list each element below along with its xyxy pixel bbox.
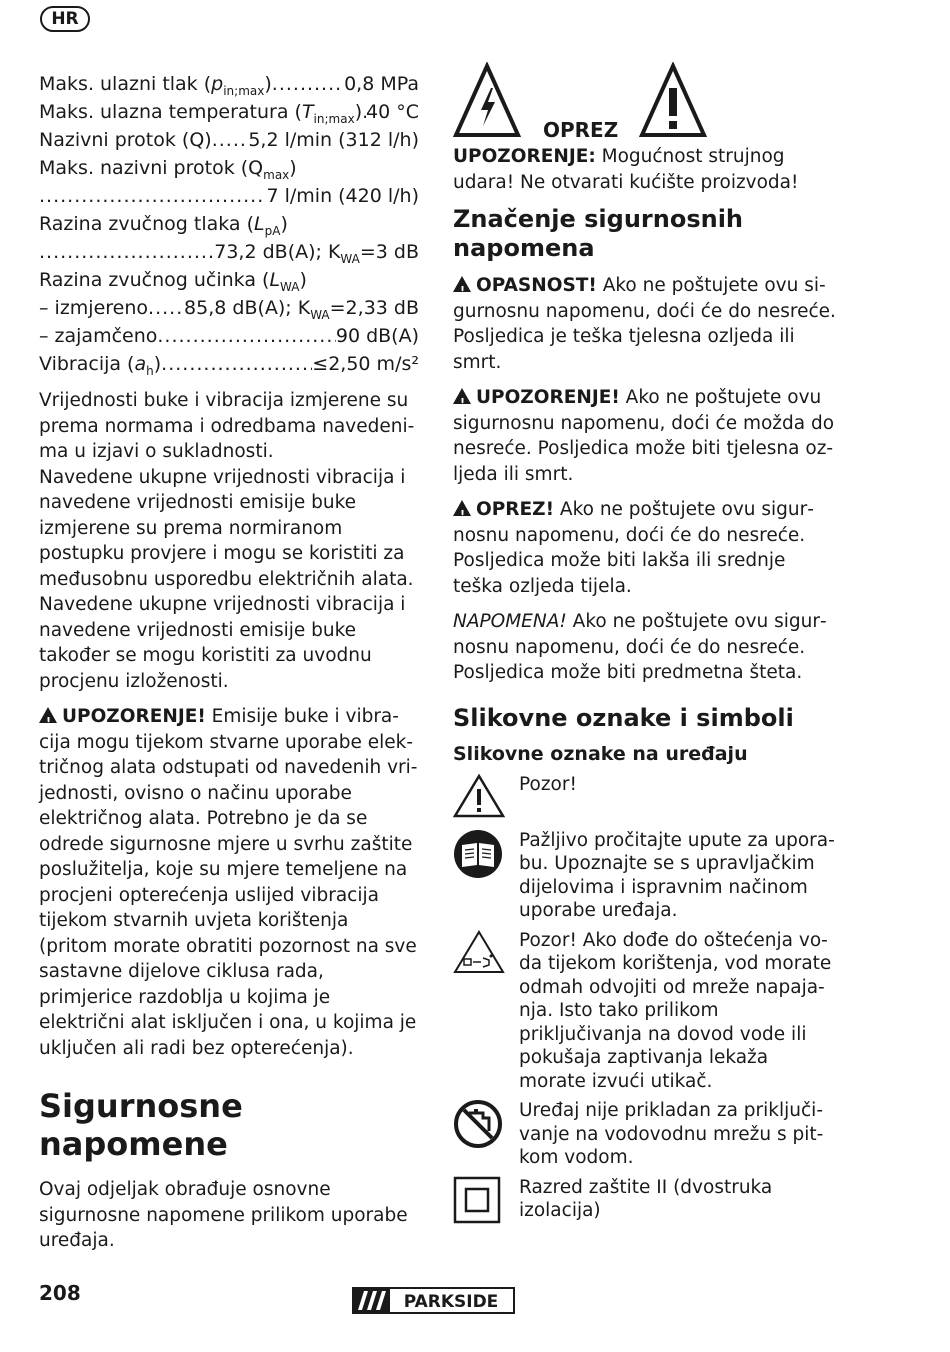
spec-value: 40 °C [366,101,419,123]
symbol-description: Pozor! Ako dođe do oštećenja voda tijekom korištenja, vod morate odmah odvojiti od mreže napajanja. Isto tako prilikom priključivanja na dovod vode ili pokušaja zaptivanja lekaža morate izvući utikač. [519,929,832,1092]
svg-text:PARKSIDE: PARKSIDE [403,1292,499,1312]
spec-leader-dots [212,126,249,154]
warning-triangle-icon [453,276,471,292]
spec-row [39,350,419,378]
spec-value: 5,2 l/min (312 l/h) [248,129,419,151]
symbol-row [453,829,838,923]
spec-label: – izmjereno [39,297,149,319]
spec-leader-dots [39,238,214,266]
noise-vibration-paragraph: Vrijednosti buke i vibracija izmjerene su prema normama i odredbama navedenima u izjavi o sukladnosti. [39,390,415,462]
spec-leader-dots [272,70,344,98]
spec-leader-dots [157,322,335,350]
spec-label: Razina zvučnog tlaka $(L_{pA})$ [39,213,288,238]
caution-title: OPREZ [543,118,619,142]
spec-label: Vibracija $(a_h)$ [39,353,162,378]
vibration-warning: !UPOZORENJE! Emisije buke i vibracija mogu tijekom stvarne uporabe električnog alata odstupati od navedenih vrijednosti, ovisno o načinu uporabe električnog alata. Potrebno je da se odrede sigurnosne mjere u svrhu zaštite poslužitelja, koje su mjere temeljene na procjeni opterećenja uslijed vibracija tijekom stvarnih uvjeta korištenja (pritom morate obratiti pozornost na sve sastavne dijelove ciklusa rada, primjerice razdoblja u kojima je električni alat isključen i ona, u kojima je uključen ali radi bez opterećenja). [39,704,419,1061]
warning-triangle-icon [39,707,57,723]
protection-class-ii-icon [453,1176,505,1226]
unplug-warning-icon [453,929,505,979]
spec-row [39,154,419,182]
high-voltage-icon [453,62,521,138]
symbol-row [453,773,838,823]
spec-value: 90 dB(A) [335,325,419,347]
spec-row [39,322,419,350]
symbol-row [453,929,838,1094]
symbol-description: Razred zaštite II (dvostruka izolacija) [519,1176,773,1221]
read-manual-icon [453,829,505,879]
note-napomena: NAPOMENA! Ako ne poštujete ovu sigurnosnu napomenu, doći će do nesreće. Posljedica može biti predmetna šteta. [453,611,827,683]
spec-row [39,210,419,238]
spec-label: Nazivni protok (Q) [39,129,212,151]
spec-row [39,238,419,266]
device-symbols-heading: Slikovne oznake na uređaju [453,742,748,765]
section-heading: Sigurnosne napomene [39,1087,243,1163]
warning-triangle-icon [453,500,471,516]
symbol-row [453,1099,838,1170]
spec-label: Maks. ulazna temperatura $(T_{in;max})$ [39,101,363,126]
safety-note: !OPASNOST! Ako ne poštujete ovu sigurnosnu napomenu, doći će do nesreće. Posljedica je teška tjelesna ozljeda ili smrt. [453,273,838,375]
electric-shock-warning: UPOZORENJE: Mogućnost strujnog udara! Ne otvarati kućište proizvoda! [453,146,799,193]
spec-label: Maks. nazivni protok $(Q_{max})$ [39,157,297,182]
parkside-logo [352,1287,515,1314]
caution-exclamation-icon [639,62,707,138]
symbol-description: Pažljivo pročitajte upute za uporabu. Upoznajte se s upravljačkim dijelovima i ispravnim načinom uporabe uređaja. [519,829,835,921]
symbol-description: Pozor! [519,773,577,795]
safety-notes-list [453,273,838,599]
no-drinking-water-icon [453,1099,505,1149]
spec-label: Maks. ulazni tlak $(p_{in;max})$ [39,73,272,98]
spec-value: 85,8 dB(A); $K_{WA}=2,33$ dB [184,297,419,322]
symbol-row [453,1176,838,1226]
safety-note: !UPOZORENJE! Ako ne poštujete ovu sigurnosnu napomenu, doći će možda do nesreće. Posljedica može biti tjelesna ozljeda ili smrt. [453,385,838,487]
spec-label: Razina zvučnog učinka $(L_{WA})$ [39,269,307,294]
left-column [39,70,419,1254]
right-column [453,62,838,1226]
language-badge: HR [40,6,90,32]
spec-row [39,294,419,322]
spec-row [39,70,419,98]
symbols-list [453,773,838,1226]
spec-value: 73,2 dB(A); $K_{WA}=3$ dB [214,241,419,266]
spec-leader-dots [161,350,312,378]
safety-notes-meaning-heading: Značenje sigurnosnih napomena [453,205,744,262]
page-number: 208 [39,1281,81,1305]
safety-note: !OPREZ! Ako ne poštujete ovu sigurnosnu napomenu, doći će do nesreće. Posljedica može biti lakša ili srednje teška ozljeda tijela. [453,497,838,599]
symbols-heading: Slikovne oznake i simboli [453,703,794,732]
warning-triangle-icon [453,388,471,404]
electric-caution-box [453,62,838,144]
spec-leader-dots [39,182,266,210]
emission-values-paragraph: Navedene ukupne vrijednosti vibracija i navedene vrijednosti emisije buke izmjerene su prema normiranom postupku provjere i mogu se koristiti za međusobnu usporedbu električnih alata. Navedene ukupne vrijednosti vibracija i navedene vrijednosti emisije buke također se mogu koristiti za uvodnu procjenu izloženosti. [39,466,414,692]
spec-row [39,182,419,210]
warning-triangle-icon [453,773,505,823]
spec-label: – zajamčeno [39,325,158,347]
warning-label: !UPOZORENJE! [39,706,206,727]
spec-row [39,98,419,126]
spec-leader-dots [148,294,184,322]
spec-value: 7 l/min (420 l/h) [266,185,419,207]
spec-value: ≤2,50 m/s² [312,353,419,375]
spec-value: 0,8 MPa [344,73,419,95]
section-intro: Ovaj odjeljak obrađuje osnovne sigurnosne napomene prilikom uporabe uređaja. [39,1179,408,1251]
symbol-description: Uređaj nije prikladan za priključivanje na vodovodnu mrežu s pitkom vodom. [519,1100,824,1168]
spec-row [39,266,419,294]
technical-specs [39,70,419,378]
spec-row [39,126,419,154]
